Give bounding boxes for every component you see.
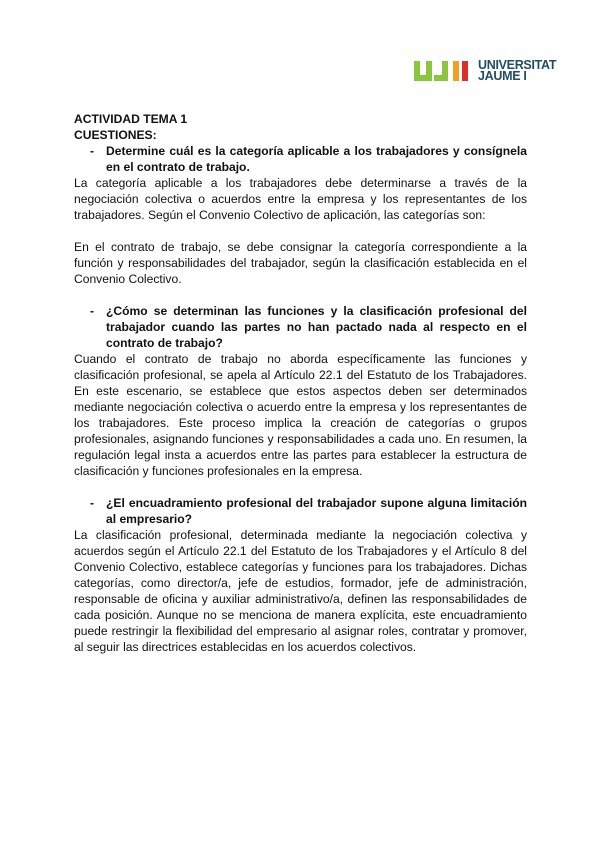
answer-paragraph: Cuando el contrato de trabajo no aborda específicamente las funciones y clasificación profesional, se apela al Artículo 22.1 del Estatuto de los Trabajadores. En este escenario, se establece que estos aspectos deben ser determinados mediante negociación colectiva o acuerdo entre la empresa y los representantes de los trabajadores. Este proceso implica la creación de categorías o grupos profesionales, asignando funciones y responsabilidades a cada uno. En resumen, la regulación legal insta a acuerdos entre las partes para establecer la estructura de clasificación y funciones profesionales en la empresa. xyxy=(74,352,527,478)
question-text: Determine cuál es la categoría aplicable a los trabajadores y consígnela en el contrato de trabajo. xyxy=(106,144,527,174)
bullet-dash: - xyxy=(90,496,95,510)
answer-paragraph: La clasificación profesional, determinada mediante la negociación colectiva y acuerdos según el Artículo 22.1 del Estatuto de los Trabajadores y el Artículo 8 del Convenio Colectivo, establece categorías y funciones para los trabajadores. Dichas categorías, como director/a, jefe de estudios, formador, jefe de administración, responsable de oficina y auxiliar administrativo/a, definen las responsabilidades de cada posición. Aunque no se menciona de manera explícita, este encuadramiento puede restringir la flexibilidad del empresario al asignar roles, contratar y promover, al seguir las directrices establecidas en los acuerdos colectivos. xyxy=(74,528,527,654)
answer-paragraph: En el contrato de trabajo, se debe consignar la categoría correspondiente a la función y responsabilidades del trabajador, según la clasificación establecida en el Convenio Colectivo. xyxy=(74,240,527,286)
bullet-dash: - xyxy=(90,144,95,158)
question-text: ¿El encuadramiento profesional del trabajador supone alguna limitación al empresario? xyxy=(106,496,527,526)
bullet-dash: - xyxy=(90,304,95,318)
university-logo xyxy=(412,55,568,87)
logo-line-2: JAUME I xyxy=(478,69,527,83)
document-subtitle: CUESTIONES: xyxy=(74,128,157,142)
logo-line-1: UNIVERSITAT xyxy=(478,58,557,72)
uji-logo-mark-icon xyxy=(412,57,474,85)
document-title: ACTIVIDAD TEMA 1 xyxy=(74,112,188,126)
logo-text xyxy=(478,60,556,82)
question-item xyxy=(74,143,527,175)
question-item xyxy=(74,303,527,351)
document-body xyxy=(74,111,527,655)
question-text: ¿Cómo se determinan las funciones y la clasificación profesional del trabajador cuando las partes no han pactado nada al respecto en el contrato de trabajo? xyxy=(106,304,527,350)
answer-paragraph: La categoría aplicable a los trabajadores debe determinarse a través de la negociación colectiva o acuerdos entre la empresa y los representantes de los trabajadores. Según el Convenio Colectivo de aplicación, las categorías son: xyxy=(74,176,527,222)
question-item xyxy=(74,495,527,527)
